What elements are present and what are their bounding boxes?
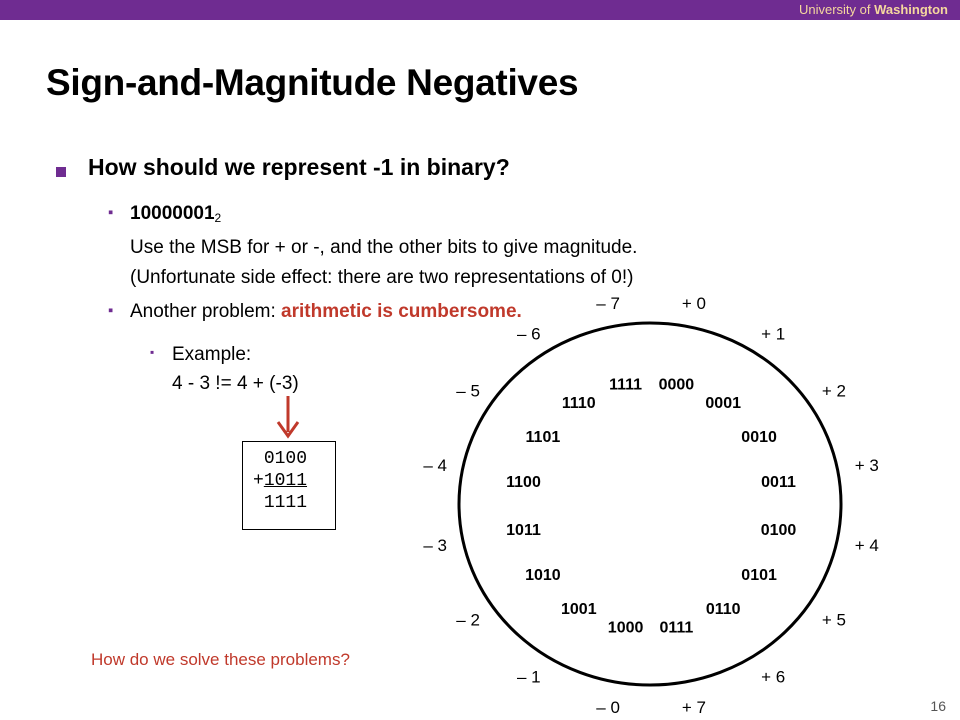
problem-highlight: arithmetic is cumbersome. [281, 301, 522, 322]
wheel-value: + 7 [681, 698, 706, 717]
wheel-value: – 2 [456, 610, 480, 630]
wheel-value: + 0 [681, 294, 706, 313]
closing-question: How do we solve these problems? [91, 650, 350, 669]
example-expression: 4 - 3 != 4 + (-3) [172, 373, 299, 394]
calc-row-1-value: 0100 [263, 449, 308, 469]
wheel-value: + 5 [821, 610, 846, 630]
wheel-code: 0110 [705, 601, 741, 619]
wheel-code: 0010 [741, 429, 777, 447]
wheel-code: 1001 [561, 601, 597, 619]
calc-row-3-value: 1111 [263, 493, 308, 513]
wheel-value: – 6 [516, 324, 541, 344]
answer-line-2: (Unfortunate side effect: there are two representations of 0!) [130, 267, 634, 288]
question-bullet: How should we represent -1 in binary? [88, 154, 510, 180]
slide-title: Sign-and-Magnitude Negatives [46, 62, 579, 103]
wheel-value: + 2 [821, 381, 846, 401]
example-label: Example: [172, 344, 252, 365]
university-label-plain: University of [798, 2, 875, 17]
wheel-code: 0011 [761, 473, 796, 491]
wheel-code: 0100 [760, 522, 797, 540]
answer-line-1: Use the MSB for + or -, and the other bits to give magnitude. [130, 237, 638, 258]
wheel-code: 1111 [609, 376, 643, 394]
wheel-value: + 1 [761, 324, 786, 344]
wheel-code: 1010 [525, 566, 561, 584]
answer-code-base: 2 [214, 211, 222, 225]
wheel-value: + 6 [761, 667, 786, 687]
wheel-value: – 1 [516, 667, 541, 687]
wheel-value: – 7 [596, 294, 620, 313]
wheel-value: – 0 [596, 698, 620, 717]
calc-operator: + [253, 471, 264, 491]
wheel-value: + 3 [854, 455, 879, 475]
wheel-value: – 4 [423, 455, 448, 475]
wheel-circle [459, 323, 841, 685]
page-number: 16 [930, 698, 946, 714]
wheel-code: 1011 [506, 522, 541, 540]
wheel-code: 0111 [659, 619, 694, 637]
wheel-value: – 5 [456, 381, 480, 401]
wheel-code: 0001 [705, 394, 741, 412]
answer-code: 10000001 [130, 203, 215, 224]
small-square-bullet-icon: ▪ [150, 345, 155, 359]
problem-prefix: Another problem: [130, 301, 282, 322]
wheel-code: 1100 [506, 473, 541, 491]
wheel-value: + 4 [854, 536, 879, 556]
university-label-bold: Washington [874, 2, 948, 17]
calc-row-2-value: 1011 [263, 471, 308, 491]
wheel-code: 1000 [607, 619, 644, 637]
wheel-code: 1110 [561, 394, 596, 412]
square-bullet-icon: ▪ [108, 302, 114, 319]
square-bullet-icon: ▪ [108, 204, 114, 221]
wheel-code: 0000 [658, 376, 695, 394]
wheel-code: 0101 [741, 566, 777, 584]
wheel-value: – 3 [423, 536, 448, 556]
wheel-code: 1101 [525, 429, 561, 447]
